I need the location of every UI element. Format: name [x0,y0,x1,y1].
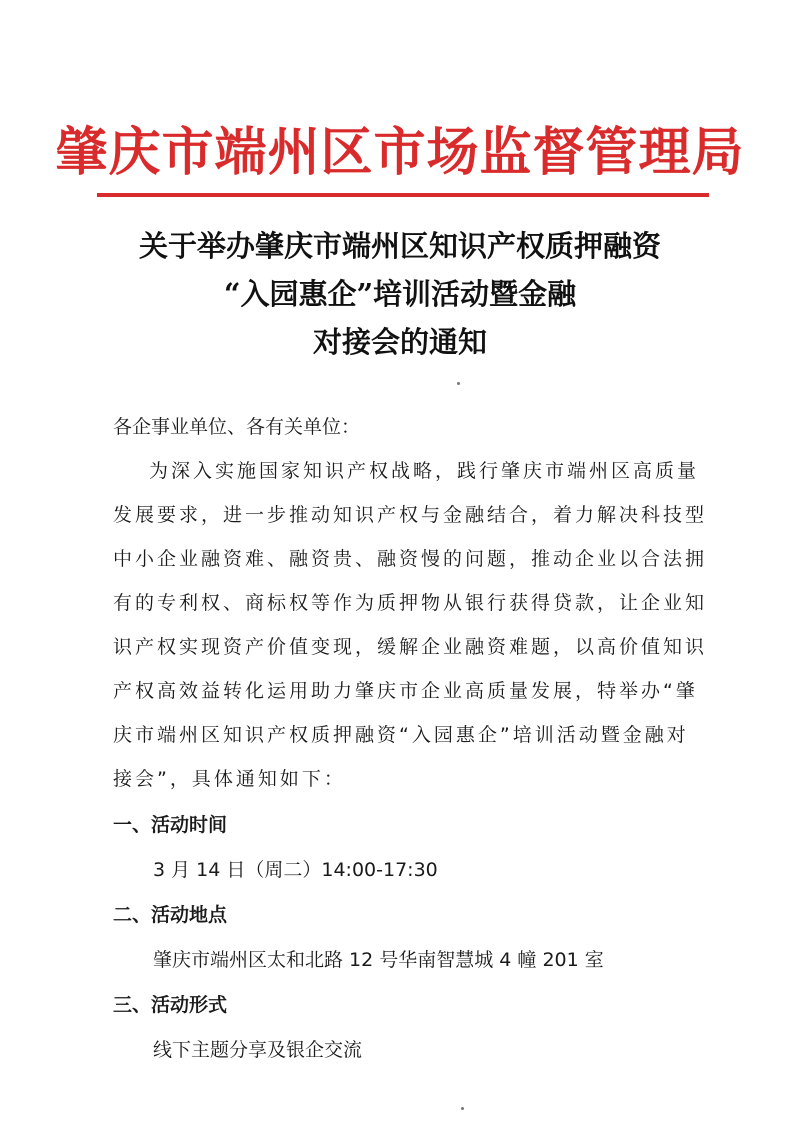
scan-speck [461,1107,464,1110]
intro-line-8: 接会”，具体通知如下： [113,768,346,790]
organization-header: 肇庆市端州区市场监督管理局 [55,122,745,183]
section-content-format: 线下主题分享及银企交流 [153,1039,363,1061]
intro-line-1: 为深入实施国家知识产权战略，践行肇庆市端州区高质量 [149,460,700,482]
intro-line-4: 有的专利权、商标权等作为质押物从银行获得贷款，让企业知 [113,592,708,614]
header-red-rule [97,193,709,197]
section-content-location: 肇庆市端州区太和北路 12 号华南智慧城 4 幢 201 室 [153,949,604,971]
title-line-1: 关于举办肇庆市端州区知识产权质押融资 [138,229,661,263]
section-heading-location: 二、活动地点 [113,904,228,926]
intro-line-6: 产权高效益转化运用助力肇庆市企业高质量发展，特举办“肇 [113,680,698,702]
intro-line-7: 庆市端州区知识产权质押融资“入园惠企”培训活动暨金融对 [113,724,689,746]
title-line-2: “入园惠企”培训活动暨金融 [223,277,577,311]
section-content-time: 3 月 14 日（周二）14:00-17:30 [153,859,438,881]
intro-line-5: 识产权实现资产价值变现，缓解企业融资难题，以高价值知识 [113,636,708,658]
intro-line-2: 发展要求，进一步推动知识产权与金融结合，着力解决科技型 [113,504,708,526]
intro-line-3: 中小企业融资难、融资贵、融资慢的问题，推动企业以合法拥 [113,548,708,570]
document-title [0,222,800,366]
title-line-3: 对接会的通知 [312,325,487,359]
salutation: 各企事业单位、各有关单位： [113,416,361,438]
scan-speck [457,382,460,385]
section-heading-format: 三、活动形式 [113,994,228,1016]
section-heading-time: 一、活动时间 [113,814,228,836]
